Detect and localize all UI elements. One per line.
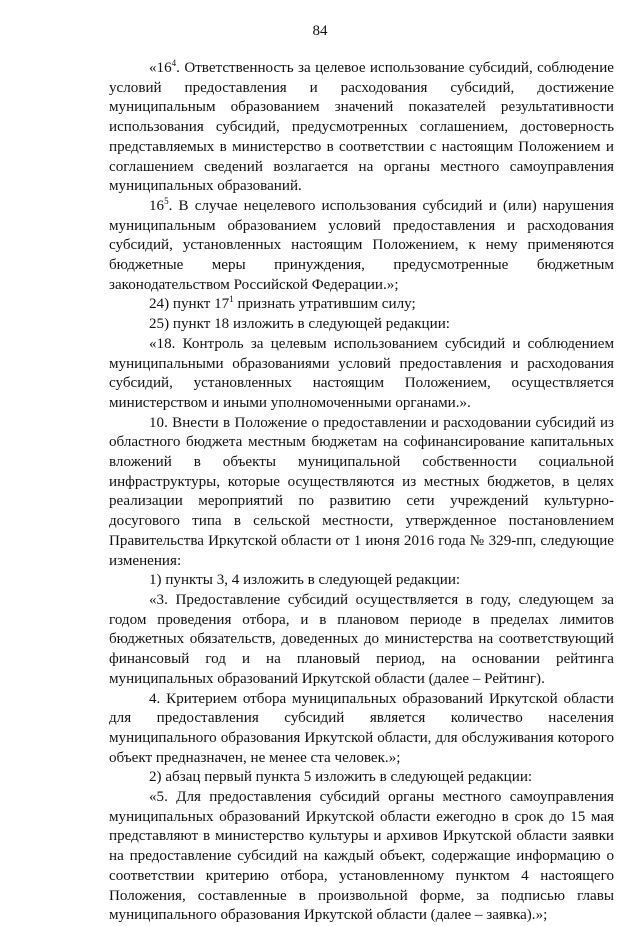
paragraph	[109, 335, 614, 414]
paragraph-text: «16	[149, 60, 172, 76]
paragraph-text: 2) абзац первый пункта 5 изложить в следующей редакции:	[149, 769, 533, 786]
paragraph-text: «5. Для предоставления субсидий органы местного самоуправления муниципальных образований Иркутской области ежегодно в срок до 15 мая представляют в министерство культуры и архивов Иркутской области заявки на предоставление субсидий на каждый объект, содержащие информацию о соответствии критерию отбора, установленному пунктом 4 настоящего Положения, составленные в произвольной форме, за подписью главы муниципального образования Иркутской области (далее – заявка).»;	[109, 789, 614, 924]
paragraph	[109, 571, 614, 591]
paragraph-text: 24) пункт 17	[149, 296, 230, 313]
paragraph	[109, 197, 614, 296]
paragraph	[109, 414, 614, 572]
paragraph	[109, 690, 614, 769]
superscript: 5	[164, 195, 169, 206]
superscript: 1	[229, 294, 234, 305]
paragraph-text: 16	[149, 197, 165, 214]
paragraph-text: 1) пункты 3, 4 изложить в следующей редакции:	[149, 572, 461, 589]
page-number: 84	[312, 23, 328, 39]
document-body	[109, 59, 614, 926]
paragraph	[109, 295, 614, 315]
paragraph	[109, 768, 614, 788]
paragraph-text: 25) пункт 18 изложить в следующей редакции:	[149, 316, 450, 333]
paragraph-text: 10. Внести в Положение о предоставлении и расходовании субсидий из областного бюджета местным бюджетам на софинансирование капитальных вложений в объекты муниципальной собственности социальной инфраструктуры, которые осуществляются из местных бюджетов, в целях реализации мероприятий по развитию сети учреждений культурно-досугового типа в сельской местности, утвержденное постановлением Правительства Иркутской области от 1 июня 2016 года № 329-пп, следующие изменения:	[109, 414, 614, 569]
paragraph-text: «18. Контроль за целевым использованием субсидий и соблюдением муниципальными образованиями условий предоставления и расходования субсидий, установленных настоящим Положением, осуществляется министерством и иными уполномоченными органами.».	[109, 335, 614, 411]
paragraph-text: . В случае нецелевого использования субсидий и (или) нарушения муниципальным образованием условий предоставления и расходования субсидий, установленных настоящим Положением, к нему применяются бюджетные меры принуждения, предусмотренные бюджетным законодательством Российской Федерации.»;	[109, 197, 614, 293]
paragraph-text: 4. Критерием отбора муниципальных образований Иркутской области для предоставления субсидий является количество населения муниципального образования Иркутской области, для обслуживания которого объект предназначен, не менее ста человек.»;	[109, 690, 614, 766]
paragraph-text: «3. Предоставление субсидий осуществляется в году, следующем за годом проведения отбора, и в плановом периоде в пределах лимитов бюджетных обязательств, доведенных до министерства на соответствующий финансовый год и на плановый период, на основании рейтинга муниципальных образований Иркутской области (далее – Рейтинг).	[109, 591, 614, 687]
paragraph	[109, 591, 614, 690]
paragraph	[109, 315, 614, 335]
paragraph	[109, 59, 614, 197]
superscript: 4	[171, 58, 177, 68]
paragraph-text: признать утратившим силу;	[233, 296, 416, 313]
paragraph-text: . Ответственность за целевое использование субсидий, соблюдение условий предоставления и расходования субсидий, достижение муниципальным образованием значений показателей результативности использования субсидий, предусмотренных соглашением, достоверность представляемых в министерство в соответствии с настоящим Положением и соглашением сведений возлагается на органы местного самоуправления муниципальных образований.	[109, 60, 614, 195]
paragraph	[109, 788, 614, 926]
